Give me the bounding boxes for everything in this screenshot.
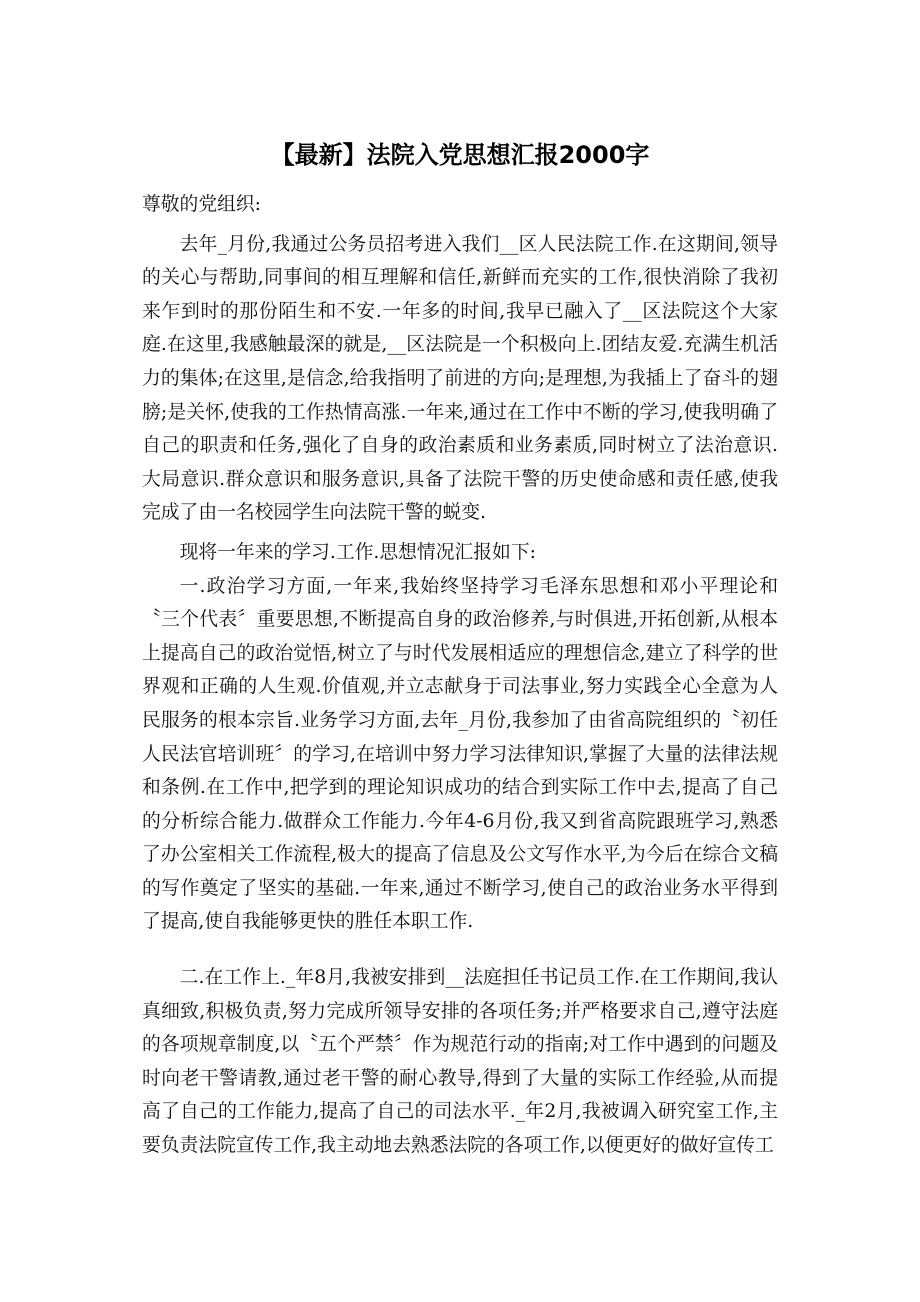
salutation: 尊敬的党组织: bbox=[142, 194, 262, 215]
document-body bbox=[142, 188, 778, 1163]
paragraph-summary-lead: 现将一年来的学习.工作.思想情况汇报如下: bbox=[179, 541, 536, 563]
document-title: 【最新】法院入党思想汇报2000字 bbox=[270, 141, 650, 169]
paragraph-intro: 去年_月份,我通过公务员招考进入我们__区人民法院工作.在这期间,领导的关心与帮助,同事间的相互理解和信任,新鲜而充实的工作,很快消除了我初来乍到时的那份陌生和不安.一年多的时间,我早已融入了__区法院这个大家庭.在这里,我感触最深的就是,__区法院是一个积极向上.团结友爱.充满生机活力的集体;在这里,是信念,给我指明了前进的方向;是理想,为我插上了奋斗的翅膀;是关怀,使我的工作热情高涨.一年来,通过在工作中不断的学习,使我明确了自己的职责和任务,强化了自身的政治素质和业务素质,同时树立了法治意识.大局意识.群众意识和服务意识,具备了法院干警的历史使命感和责任感,使我完成了由一名校园学生向法院干警的蜕变. bbox=[142, 233, 778, 524]
paragraph-political-study: 一.政治学习方面,一年来,我始终坚持学习毛泽东思想和邓小平理论和〝三个代表〞重要思想,不断提高自身的政治修养,与时俱进,开拓创新,从根本上提高自己的政治觉悟,树立了与时代发展相适应的理想信念,建立了科学的世界观和正确的人生观.价值观,并立志献身于司法事业,努力实践全心全意为人民服务的根本宗旨.业务学习方面,去年_月份,我参加了由省高院组织的〝初任人民法官培训班〞的学习,在培训中努力学习法律知识,掌握了大量的法律法规和条例.在工作中,把学到的理论知识成功的结合到实际工作中去,提高了自己的分析综合能力.做群众工作能力.今年4-6月份,我又到省高院跟班学习,熟悉了办公室相关工作流程,极大的提高了信息及公文写作水平,为今后在综合文稿的写作奠定了坚实的基础.一年来,通过不断学习,使自己的政治业务水平得到了提高,使自我能够更快的胜任本职工作. bbox=[142, 575, 778, 933]
paragraph-work: 二.在工作上._年8月,我被安排到__法庭担任书记员工作.在工作期间,我认真细致,积极负责,努力完成所领导安排的各项任务;并严格要求自己,遵守法庭的各项规章制度,以〝五个严禁〞作为规范行动的指南;对工作中遇到的问题及时向老干警请教,通过老干警的耐心教导,得到了大量的实际工作经验,从而提高了自己的工作能力,提高了自己的司法水平._年2月,我被调入研究室工作,主要负责法院宣传工作,我主动地去熟悉法院的各项工作,以便更好的做好宣传工 bbox=[142, 967, 778, 1157]
